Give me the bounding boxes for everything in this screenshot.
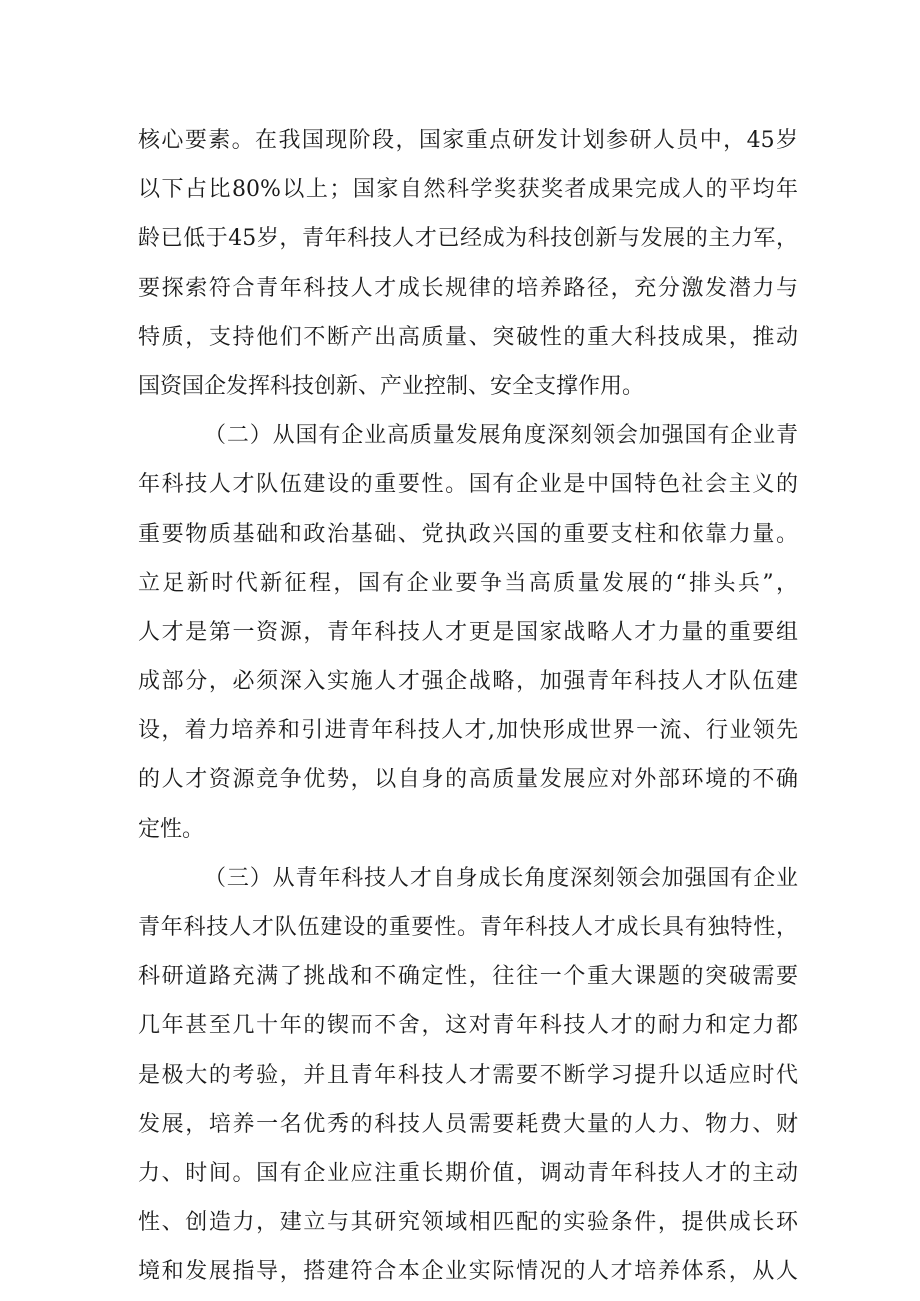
text-line: 境和发展指导，搭建符合本企业实际情况的人才培养体系，从人 [138,1259,798,1285]
body-text [138,116,798,1297]
text-line: 性、创造力，建立与其研究领域相匹配的实验条件，提供成长环 [138,1210,798,1236]
text-line: 科研道路充满了挑战和不确定性，往往一个重大课题的突破需要 [138,964,798,990]
text-line: 发展，培养一名优秀的科技人员需要耗费大量的人力、物力、财 [138,1111,798,1137]
text-line: 青年科技人才队伍建设的重要性。青年科技人才成长具有独特性， [138,915,798,940]
text-line: 立足新时代新征程，国有企业要争当高质量发展的“排头兵”， [138,570,798,596]
section-heading-line: （二）从国有企业高质量发展角度深刻领会加强国有企业青 [204,423,798,449]
text-line: 特质，支持他们不断产出高质量、突破性的重大科技成果，推动 [138,324,798,350]
text-line: 以下占比80%以上；国家自然科学奖获奖者成果完成人的平均年 [138,177,798,203]
text-line: 重要物质基础和政治基础、党执政兴国的重要支柱和依靠力量。 [138,521,798,547]
text-line: 年科技人才队伍建设的重要性。国有企业是中国特色社会主义的 [138,472,798,498]
text-line: 定性。 [138,816,205,842]
text-line: 的人才资源竞争优势，以自身的高质量发展应对外部环境的不确 [138,767,798,793]
text-line: 人才是第一资源，青年科技人才更是国家战略人才力量的重要组 [138,619,798,645]
text-line: 核心要素。在我国现阶段，国家重点研发计划参研人员中，45岁 [138,128,798,153]
text-line: 几年甚至几十年的锲而不舍，这对青年科技人才的耐力和定力都 [138,1013,798,1039]
text-line: 成部分，必须深入实施人才强企战略，加强青年科技人才队伍建 [138,669,798,695]
text-line: 是极大的考验，并且青年科技人才需要不断学习提升以适应时代 [138,1062,798,1088]
text-line: 龄已低于45岁，青年科技人才已经成为科技创新与发展的主力军， [138,226,798,252]
text-line: 要探索符合青年科技人才成长规律的培养路径，充分激发潜力与 [138,275,798,301]
section-heading-line: （三）从青年科技人才自身成长角度深刻领会加强国有企业 [204,865,798,891]
text-line: 力、时间。国有企业应注重长期价值，调动青年科技人才的主动 [138,1160,798,1186]
text-line: 设，着力培养和引进青年科技人才,加快形成世界一流、行业领先 [138,718,798,744]
text-line: 国资国企发挥科技创新、产业控制、安全支撑作用。 [138,373,645,399]
